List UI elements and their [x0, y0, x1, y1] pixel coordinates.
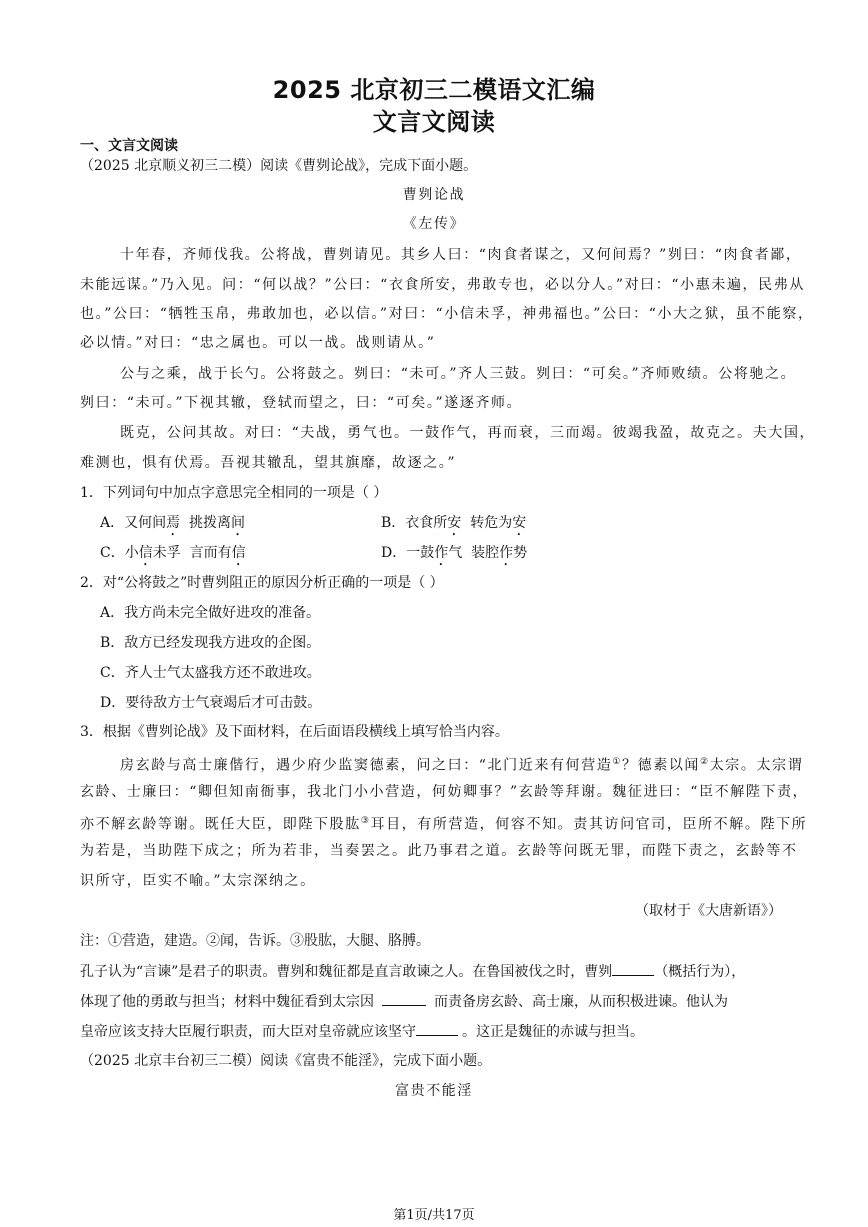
- q2-option-d[interactable]: D．要待敌方士气衰竭后才可击鼓。: [100, 695, 322, 711]
- passage-line: 十年春，齐师伐我。公将战，曹刿请见。其乡人曰：“肉食者谋之，又何间焉？”刿曰：“肉食者鄙，: [120, 247, 802, 263]
- q1-option-b[interactable]: [381, 514, 526, 539]
- section-heading: 一、文言文阅读: [80, 138, 178, 154]
- passage-line: 公与之乘，战于长勺。公将鼓之。刿曰：“未可。”齐人三鼓。刿曰：“可矣。”齐师败绩。公将驰之。: [120, 366, 797, 382]
- material-source: （取材于《大唐新语》）: [635, 903, 782, 919]
- document-subtitle: 文言文阅读: [372, 108, 496, 136]
- fill-text: 皇帝应该支持大臣履行职责，而大臣对皇帝就应该坚守: [80, 1024, 416, 1040]
- option-text: 转危为: [461, 515, 513, 531]
- material-text: ？德素以闻: [622, 757, 701, 774]
- fill-line-1: [80, 961, 745, 981]
- material-line: [120, 753, 803, 775]
- passage-title-2: 富贵不能淫: [395, 1083, 473, 1099]
- passage-line: 难测也，惧有伏焉。吾视其辙乱，望其旗靡，故逐之。”: [80, 455, 457, 471]
- option-text: A．又何间: [100, 515, 167, 531]
- option-text: D．一鼓: [381, 545, 435, 561]
- document-title: 2025 北京初三二模语文汇编: [272, 76, 596, 104]
- question-3-stem: 3．根据《曹刿论战》及下面材料，在后面语段横线上填写恰当内容。: [80, 724, 509, 740]
- page-footer: 第1页/共17页: [393, 1208, 475, 1223]
- dotted-char: 安: [447, 515, 462, 531]
- dotted-char: 作: [434, 545, 449, 561]
- material-text: 房玄龄与高士廉偕行，遇少府少监窦德素，问之曰：“北门近来有何营造: [120, 757, 613, 774]
- q2-option-c[interactable]: C．齐人士气太盛我方还不敢进攻。: [100, 665, 321, 681]
- passage-line: 未能远谋。”乃入见。问：“何以战？”公曰：“衣食所安，弗敢专也，必以分人。”对曰：“小惠未遍，民弗从: [80, 277, 805, 293]
- dotted-char: 间: [231, 515, 246, 531]
- material-line: [80, 812, 807, 834]
- q2-option-b[interactable]: B．敌方已经发现我方进攻的企图。: [100, 635, 321, 651]
- material-line: 识所守，臣实不喻。”太宗深纳之。: [80, 873, 316, 889]
- fill-text: 孔子认为“言谏”是君子的职责。曹刿和魏征都是直言敢谏之人。在鲁国被伐之时，曹刿: [80, 964, 613, 980]
- dotted-char: 信: [138, 545, 153, 561]
- option-text: 未孚 言而有: [152, 545, 232, 561]
- material-line: 为若是，当助陛下成之；所为若非，当奏罢之。此乃事君之道。玄龄等问既无罪，而陛下责之，玄龄等不: [80, 843, 798, 859]
- material-text: 耳目，有所营造，何容不知。责其访问官司，臣所不解。陛下所: [370, 816, 808, 833]
- answer-blank-1[interactable]: [612, 961, 654, 976]
- footnote-mark: ③: [360, 816, 371, 826]
- fill-text: 。这正是魏征的赤诚与担当。: [462, 1024, 644, 1040]
- passage-line: 必以情。”对曰：“忠之属也。可以一战。战则请从。”: [80, 335, 436, 351]
- passage-source: 《左传》: [402, 216, 466, 232]
- footnote-mark: ②: [700, 757, 710, 767]
- material-note: 注：①营造，建造。②闻，告诉。③股肱，大腿、胳膊。: [80, 933, 430, 949]
- footnote-mark: ①: [612, 757, 623, 767]
- question-1-stem: 1．下列词句中加点字意思完全相同的一项是（ ）: [80, 485, 388, 501]
- question-2-stem: 2．对“公将鼓之”时曹刿阻正的原因分析正确的一项是（ ）: [80, 575, 444, 591]
- passage-line: 既克，公问其故。对曰：“夫战，勇气也。一鼓作气，再而衰，三而竭。彼竭我盈，故克之。夫大国，: [120, 425, 816, 441]
- dotted-char: 作: [499, 545, 514, 561]
- fill-text: 而责备房玄龄、高士廉，从而积极进谏。他认为: [434, 994, 728, 1010]
- option-text: 势: [513, 545, 528, 561]
- option-text: 气 装腔: [448, 545, 500, 561]
- fill-text: （概括行为），: [654, 964, 746, 980]
- passage-title: 曹刿论战: [402, 187, 466, 203]
- section1-intro: （2025 北京顺义初三二模）阅读《曹刿论战》，完成下面小题。: [80, 158, 478, 174]
- answer-blank-3[interactable]: [416, 1021, 458, 1036]
- fill-line-2: [80, 991, 728, 1011]
- section2-intro: （2025 北京丰台初三二模）阅读《富贵不能淫》，完成下面小题。: [80, 1053, 492, 1069]
- option-text: B．衣食所: [381, 515, 448, 531]
- passage-line: 也。”公曰：“牺牲玉帛，弗敢加也，必以信。”对曰：“小信未孚，神弗福也。”公曰：“小大之狱，虽不能察，: [80, 306, 814, 322]
- material-line: 玄龄、士廉曰：“卿但知南衙事，我北门小小营造，何妨卿事？”玄龄等拜谢。魏征进曰：“臣不解陛下责，: [80, 784, 809, 800]
- q1-option-a[interactable]: [100, 514, 245, 539]
- answer-blank-2[interactable]: [382, 991, 426, 1006]
- q1-option-c[interactable]: [100, 544, 246, 569]
- material-text: 亦不解玄龄等谢。既任大臣，即陛下股肱: [80, 816, 361, 833]
- dotted-char: 信: [231, 545, 246, 561]
- fill-line-3: [80, 1021, 644, 1041]
- q2-option-a[interactable]: A．我方尚未完全做好进攻的准备。: [100, 605, 321, 621]
- dotted-char: 焉: [166, 515, 181, 531]
- q1-option-d[interactable]: [381, 544, 527, 569]
- material-text: 太宗。太宗谓: [709, 757, 804, 774]
- option-text: 挑拨离: [180, 515, 232, 531]
- fill-text: 体现了他的勇敢与担当；材料中魏征看到太宗因: [80, 994, 374, 1010]
- dotted-char: 安: [512, 515, 527, 531]
- passage-line: 刿曰：“未可。”下视其辙，登轼而望之，曰：“可矣。”遂逐齐师。: [80, 395, 523, 411]
- option-text: C．小: [100, 545, 139, 561]
